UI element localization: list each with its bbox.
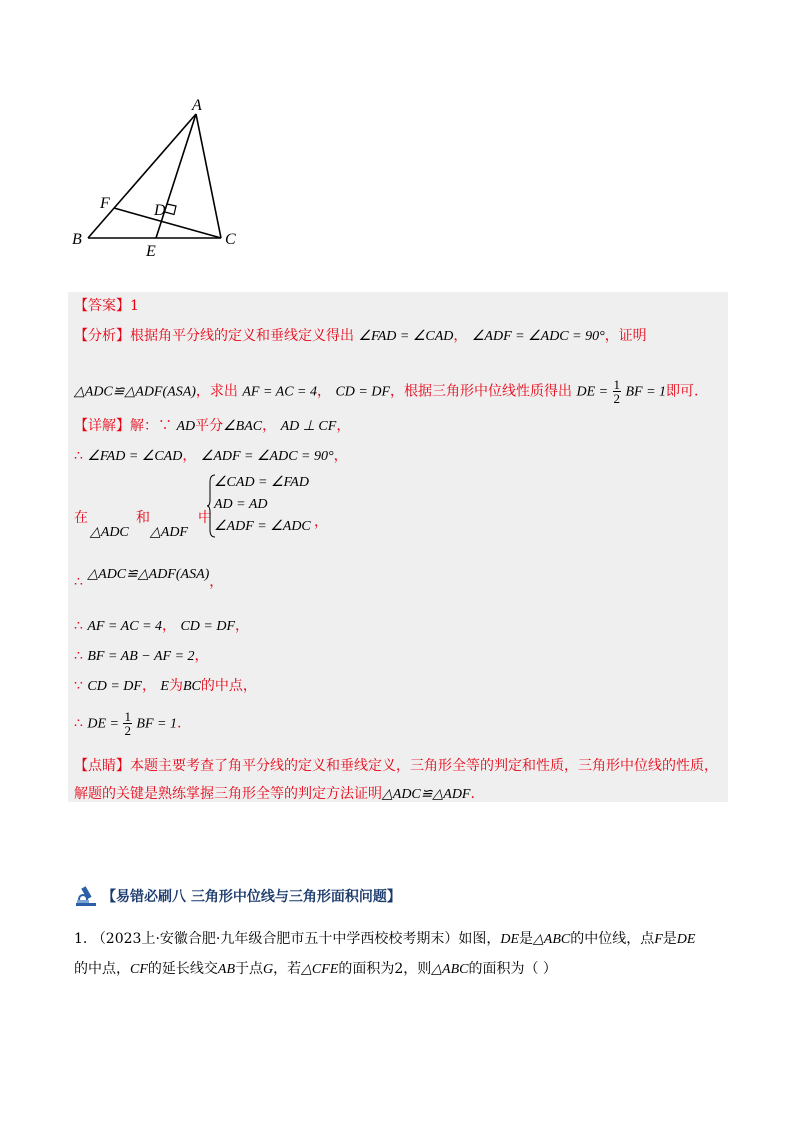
question-line-2 — [74, 958, 557, 981]
label-f: F — [100, 195, 110, 212]
question-text: 的中位线，点 — [570, 931, 655, 947]
question-text: （2023上·安徽合肥·九年级合肥市五十中学西校校考期末）如图， — [91, 931, 501, 947]
math-expr: ∠ADF = ∠ADC = 90° — [200, 449, 334, 464]
answer-tag: 【答案】 — [74, 298, 130, 314]
triangle-figure — [66, 94, 256, 264]
fraction — [613, 378, 622, 405]
detail-line-3-math2 — [150, 522, 188, 543]
segment-ae — [156, 114, 196, 238]
math-expr: AF = AC = 4 — [242, 384, 317, 400]
label-a: A — [192, 97, 202, 114]
punct: ， — [314, 514, 328, 530]
detail-text: 在 — [74, 510, 88, 526]
question-text: 的中点， — [74, 961, 130, 977]
analysis-text: 即可. — [666, 383, 699, 400]
math-expr: △ADF — [150, 525, 188, 540]
section-title: 【易错必刷八 三角形中位线与三角形面积问题】 — [102, 889, 401, 905]
math-expr: BF = AB − AF = 2 — [87, 649, 195, 664]
math-expr: BF = 1 — [136, 716, 177, 732]
comment-text: 本题主要考查了角平分线的定义和垂线定义，三角形全等的判定和性质，三角形中位线的性质， — [130, 758, 718, 774]
analysis-line-2 — [74, 378, 699, 405]
therefore-symbol: ∴ — [74, 715, 83, 732]
math-expr: G — [263, 962, 274, 977]
analysis-text: ，证明 — [604, 328, 647, 344]
answer-value: 1 — [130, 298, 139, 314]
math-expr: △ADC — [90, 525, 129, 540]
detail-text: 中 — [198, 510, 212, 526]
denominator: 2 — [613, 391, 621, 406]
question-text: 的面积为（ ） — [468, 961, 557, 977]
analysis-text: ，根据三角形中位线性质得出 — [390, 383, 573, 400]
detail-line-6 — [74, 646, 209, 667]
math-expr: AF = AC = 4 — [87, 619, 163, 634]
question-text: 是 — [519, 931, 534, 947]
comment-tag: 【点睛】 — [74, 758, 130, 774]
analysis-text: ，求出 — [195, 383, 238, 400]
question-text: 是 — [662, 931, 677, 947]
segment-ab — [88, 114, 196, 238]
math-expr: DE = — [87, 716, 119, 732]
detail-text: 的中点， — [200, 678, 257, 694]
detail-line-3 — [74, 508, 88, 528]
fraction — [123, 710, 132, 737]
detail-line-2 — [74, 446, 348, 467]
math-expr: DE — [676, 932, 696, 947]
math-expr: ∠BAC — [223, 419, 263, 434]
answer-line — [74, 296, 139, 316]
congruence-conditions — [214, 472, 311, 538]
punct: ， — [209, 574, 224, 590]
brace-comma — [314, 512, 328, 532]
math-expr: CD = DF — [87, 679, 142, 694]
label-d: D — [154, 202, 166, 219]
math-expr: AB — [217, 962, 235, 977]
comment-line-2: 解题的关键是熟练掌握三角形全等的判定方法证明△ADC≌△ADF. — [74, 786, 475, 802]
question-text: ，若 — [273, 961, 302, 977]
label-c: C — [225, 231, 236, 248]
comment-text: 解题的关键是熟练掌握三角形全等的判定方法证明 — [74, 786, 382, 802]
punct: ， — [262, 418, 277, 434]
condition-2: AD = AD — [214, 497, 268, 512]
punct: ， — [141, 678, 156, 694]
analysis-text: 根据角平分线的定义和垂线定义得出 — [130, 328, 354, 344]
math-expr: E — [160, 679, 169, 694]
denominator: 2 — [124, 723, 131, 738]
question-text: 于点 — [235, 961, 263, 977]
question-text: 的面积为2，则 — [338, 961, 432, 977]
therefore-symbol: ∴ — [74, 618, 83, 634]
math-expr: △ADC≌△ADF(ASA) — [87, 567, 210, 582]
math-expr: △ABC — [431, 962, 469, 977]
question-text: 的延长线交 — [147, 961, 218, 977]
detail-tag: 【详解】 — [74, 418, 130, 434]
punct: ， — [333, 448, 348, 464]
detail-text: 平分 — [195, 418, 224, 434]
microscope-icon — [74, 884, 100, 908]
punct: ， — [317, 383, 331, 400]
math-expr: CD = DF — [180, 619, 236, 634]
label-e: E — [146, 243, 156, 260]
math-expr: △ADC≌△ADF(ASA) — [74, 384, 196, 400]
detail-line-4 — [74, 567, 224, 593]
punct: ， — [162, 618, 177, 634]
math-expr: F — [654, 932, 663, 947]
segment-ac — [196, 114, 221, 238]
math-expr: ∠FAD = ∠CAD — [87, 449, 183, 464]
math-expr: AD ⊥ CF — [280, 419, 337, 434]
condition-1: ∠CAD = ∠FAD — [214, 475, 309, 490]
numerator: 1 — [124, 709, 131, 724]
analysis-line-1 — [74, 326, 647, 347]
question-number: 1. — [74, 931, 88, 947]
detail-text: 为 — [168, 678, 183, 694]
math-expr: ∠ADF = ∠ADC = 90° — [471, 329, 605, 344]
punct: ， — [182, 448, 197, 464]
math-expr: △CFE — [301, 962, 339, 977]
math-expr: AD — [176, 419, 196, 434]
comment-line-1 — [74, 756, 718, 776]
math-expr: △ADC≌△ADF — [382, 787, 471, 802]
numerator: 1 — [613, 377, 621, 392]
punct: ， — [194, 648, 209, 664]
therefore-symbol: ∴ — [74, 448, 83, 464]
punct: ， — [235, 618, 250, 634]
therefore-symbol: ∴ — [74, 574, 83, 590]
detail-line-8: ∴ DE = $\frac{1}{2}$ BF = 1. — [74, 709, 182, 738]
detail-line-3-math — [90, 522, 129, 543]
because-symbol: ∵ — [74, 678, 83, 694]
math-expr: CD = DF — [335, 384, 391, 400]
math-expr: △ABC — [533, 932, 571, 947]
punct: ， — [336, 418, 351, 434]
math-expr: BC — [182, 679, 201, 694]
detail-line-1 — [74, 416, 350, 437]
therefore-symbol: ∴ — [74, 648, 83, 664]
punct: ， — [453, 328, 468, 344]
detail-text: 和 — [136, 510, 150, 526]
detail-line-3-and — [136, 508, 150, 528]
math-expr: DE = — [576, 384, 609, 400]
label-b: B — [72, 231, 82, 248]
math-expr: CF — [130, 962, 148, 977]
math-expr: ∠FAD = ∠CAD — [358, 329, 454, 344]
section-header — [74, 884, 401, 908]
detail-line-5 — [74, 616, 249, 637]
detail-line-7 — [74, 676, 257, 697]
question-line-1 — [74, 928, 695, 951]
detail-text: 解：∵ — [130, 418, 172, 434]
condition-3: ∠ADF = ∠ADC — [214, 519, 311, 534]
analysis-tag: 【分析】 — [74, 328, 130, 344]
math-expr: BF = 1 — [625, 384, 667, 400]
math-expr: DE — [500, 932, 520, 947]
